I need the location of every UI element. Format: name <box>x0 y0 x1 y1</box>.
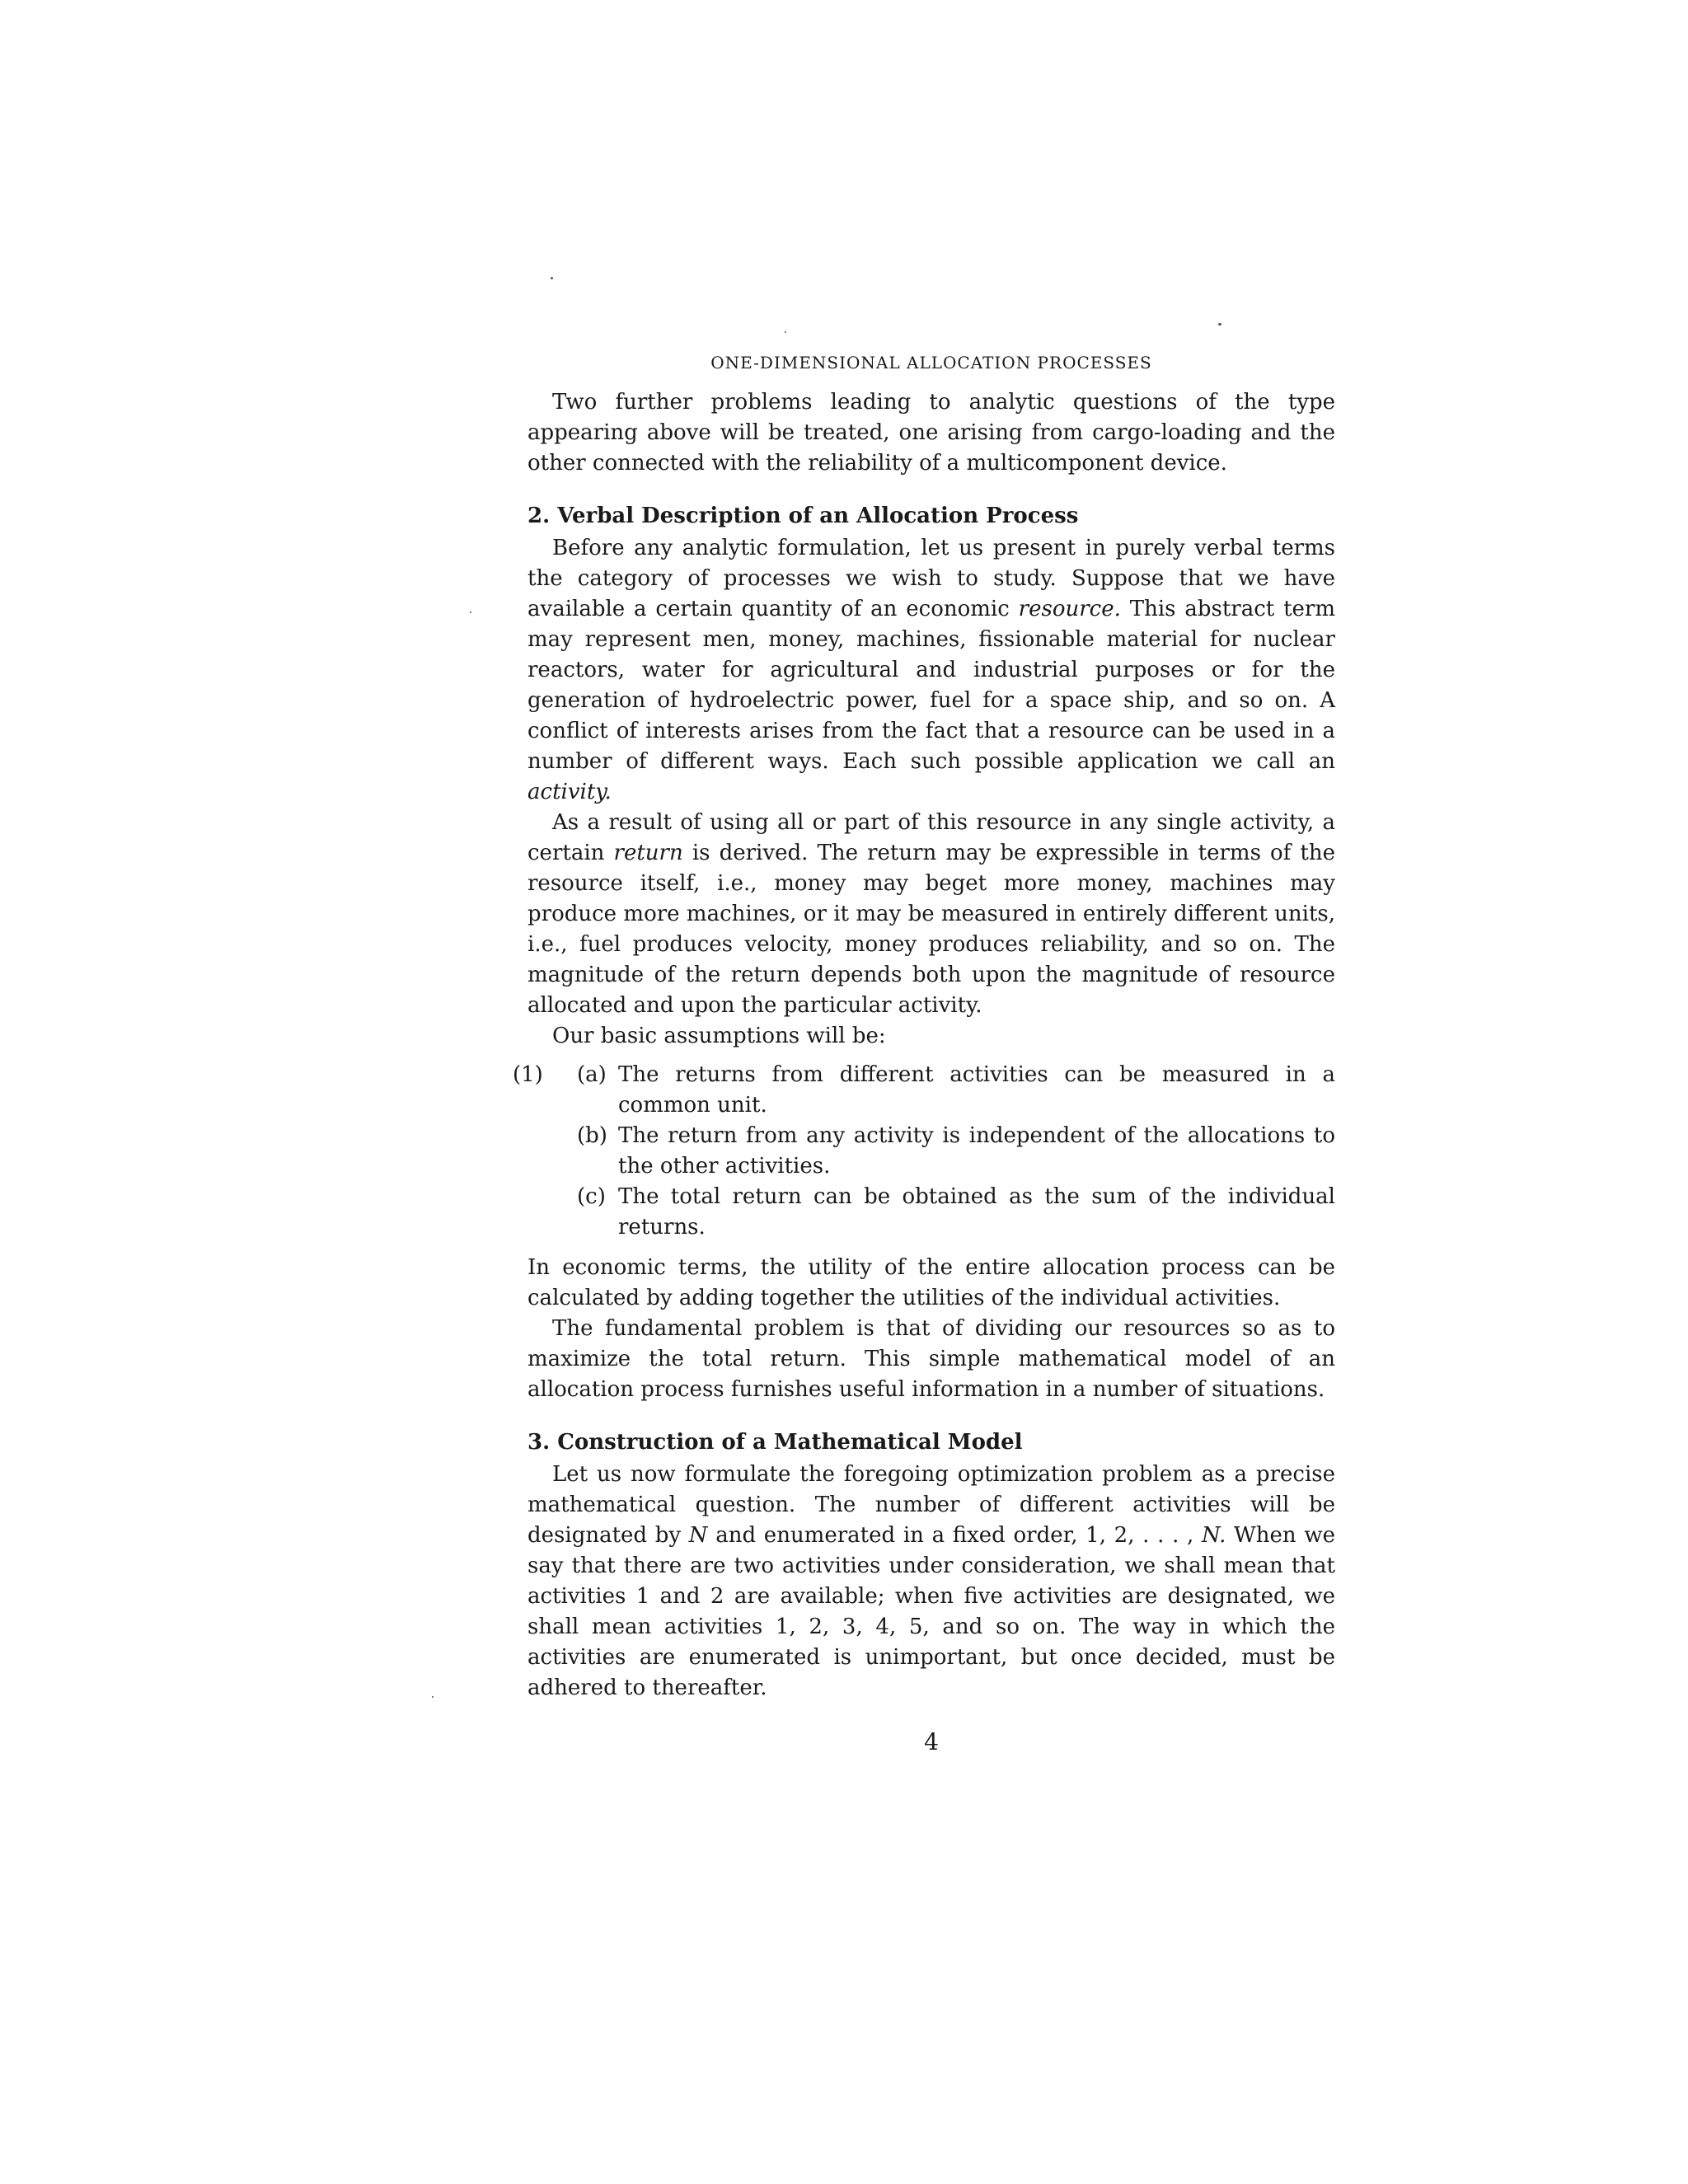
scan-speck <box>470 612 471 613</box>
section-2-paragraph-2: As a result of using all or part of this resource in any single activity, a certain return is derived. The return may be expressible in terms of the resource itself, i.e., money may beget more money, machines may produce more machines, or it may be measured in entirely different units, i.e., fuel produces velocity, money produces reliability, and so on. The magnitude of the return depends both upon the magnitude of resource allocated and upon the particular activity. <box>528 810 1336 1018</box>
list-item-label: (b) <box>577 1123 607 1148</box>
list-item-text: The total return can be obtained as the sum of the individual returns. <box>618 1184 1335 1240</box>
symbol-n: N <box>688 1523 708 1548</box>
term-activity: activity. <box>528 780 612 804</box>
list-item-text: The returns from different activities can be measured in a common unit. <box>618 1062 1335 1118</box>
section-3-heading: 3. Construction of a Mathematical Model <box>528 1430 1023 1455</box>
list-item <box>577 1060 1335 1121</box>
list-item-text: The return from any activity is independent of the allocations to the other activities. <box>618 1123 1335 1179</box>
list-item-label: (c) <box>577 1184 606 1209</box>
assumptions-list <box>513 1060 1335 1243</box>
section-2-paragraph-3: Our basic assumptions will be: <box>552 1024 886 1048</box>
page-number: 4 <box>924 1728 939 1755</box>
section-2-heading: 2. Verbal Description of an Allocation Process <box>528 504 1079 528</box>
scan-speck <box>1218 323 1221 326</box>
intro-paragraph: Two further problems leading to analytic questions of the type appearing above will be treated, one arising from cargo-loading and the other connected with the reliability of a multicomponent device. <box>528 390 1335 476</box>
symbol-n-end: N. <box>1202 1523 1226 1548</box>
list-item <box>577 1182 1335 1243</box>
term-resource: resource. <box>1018 597 1121 621</box>
section-2-paragraph-1: Before any analytic formulation, let us present in purely verbal terms the category of processes we wish to study. Suppose that we have available a certain quantity of an economic resource. This abstract term may represent men, money, machines, fissionable material for nuclear reactors, water for agricultural and industrial purposes or for the generation of hydroelectric power, fuel for a space ship, and so on. A conflict of interests arises from the fact that a resource can be used in a number of different ways. Each such possible application we call an activity. <box>528 536 1335 804</box>
list-item <box>577 1121 1335 1182</box>
scan-speck <box>551 277 553 279</box>
scan-speck <box>432 1696 434 1698</box>
scan-speck <box>785 331 786 333</box>
section-3-paragraph-1: Let us now formulate the foregoing optimization problem as a precise mathematical question. The number of different activities will be designated by N and enumerated in a fixed order, 1, 2, . . . , N. When we say that there are two activities under consideration, we shall mean that activities 1 and 2 are available; when five activities are designated, we shall mean activities 1, 2, 3, 4, 5, and so on. The way in which the activities are enumerated is unimportant, but once decided, must be adhered to thereafter. <box>528 1462 1335 1700</box>
section-2-paragraph-4: In economic terms, the utility of the entire allocation process can be calculated by adding together the utilities of the individual activities. <box>528 1255 1335 1310</box>
section-2-paragraph-5: The fundamental problem is that of dividing our resources so as to maximize the total return. This simple mathematical model of an allocation process furnishes useful information in a number of situations. <box>528 1316 1335 1402</box>
list-item-label: (a) <box>577 1062 607 1087</box>
book-page <box>513 353 1336 1755</box>
running-head: ONE-DIMENSIONAL ALLOCATION PROCESSES <box>710 353 1152 373</box>
assumptions-list-number: (1) <box>513 1062 543 1087</box>
term-return: return <box>613 841 683 865</box>
